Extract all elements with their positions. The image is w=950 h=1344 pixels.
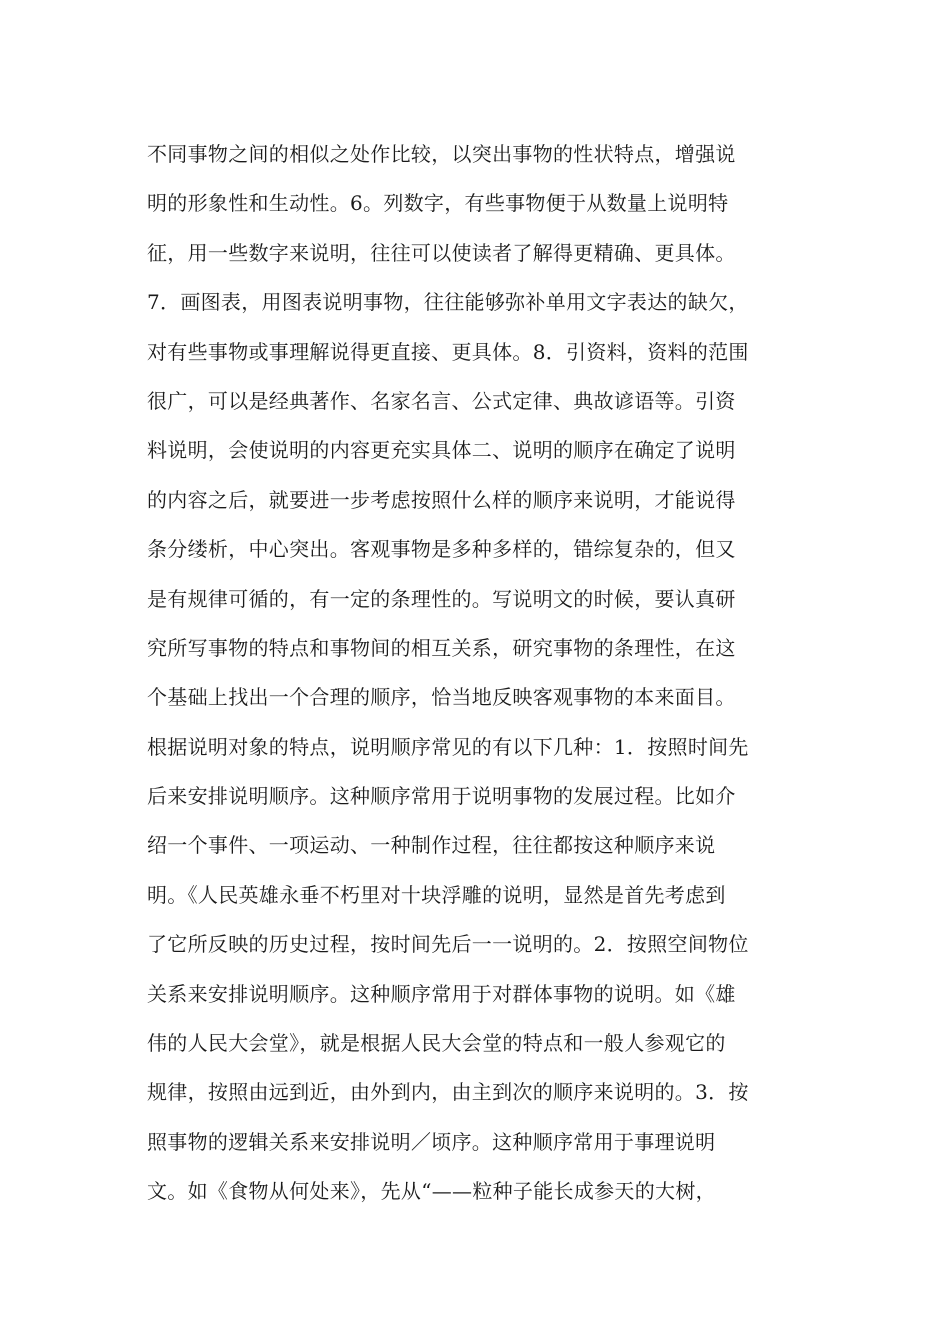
text-line: 关系来安排说明顺序。这种顺序常用于对群体事物的说明。如《雄 — [147, 981, 736, 1006]
text-line: 规律，按照由远到近，由外到内，由主到次的顺序来说明的。3．按 — [147, 1080, 749, 1105]
text-line: 是有规律可循的，有一定的条理性的。写说明文的时候，要认真研 — [147, 586, 736, 611]
text-line: 征，用一些数字来说明，往往可以使读者了解得更精确、更具体。 — [147, 240, 736, 265]
text-line: 明的形象性和生动性。6。列数字，有些事物便于从数量上说明特 — [147, 191, 729, 216]
text-line: 对有些事物或事理解说得更直接、更具体。8．引资料，资料的范围 — [147, 339, 749, 364]
text-line: 条分缕析，中心突出。客观事物是多种多样的，错综复杂的，但又 — [147, 537, 736, 562]
text-line: 料说明，会使说明的内容更充实具体二、说明的顺序在确定了说明 — [147, 438, 736, 463]
text-line: 的内容之后，就要进一步考虑按照什么样的顺序来说明，才能说得 — [147, 487, 736, 512]
text-line: 绍一个事件、一项运动、一种制作过程，往往都按这种顺序来说 — [147, 833, 716, 858]
text-line: 明。《人民英雄永垂不朽里对十块浮雕的说明，显然是首先考虑到 — [147, 882, 726, 907]
text-line: 个基础上找出一个合理的顺序，恰当地反映客观事物的本来面目。 — [147, 685, 736, 710]
text-line: 文。如《食物从何处来》，先从“——粒种子能长成参天的大树， — [147, 1179, 716, 1204]
text-line: 照事物的逻辑关系来安排说明／顷序。这种顺序常用于事理说明 — [147, 1129, 716, 1154]
text-line: 根据说明对象的特点，说明顺序常见的有以下几种：1．按照时间先 — [147, 734, 749, 759]
body-text — [147, 130, 807, 1217]
text-line: 伟的人民大会堂》，就是根据人民大会堂的特点和一般人参观它的 — [147, 1031, 726, 1056]
text-line: 究所写事物的特点和事物间的相互关系，研究事物的条理性，在这 — [147, 635, 736, 660]
text-line: 很广，可以是经典著作、名家名言、公式定律、典故谚语等。引资 — [147, 388, 736, 413]
text-line: 7．画图表，用图表说明事物，往往能够弥补单用文字表达的缺欠， — [147, 290, 749, 315]
text-line: 不同事物之间的相似之处作比较，以突出事物的性状特点，增强说 — [147, 142, 736, 166]
text-line: 了它所反映的历史过程，按时间先后一一说明的。2．按照空间物位 — [147, 932, 749, 957]
text-line: 后来安排说明顺序。这种顺序常用于说明事物的发展过程。比如介 — [147, 784, 736, 809]
